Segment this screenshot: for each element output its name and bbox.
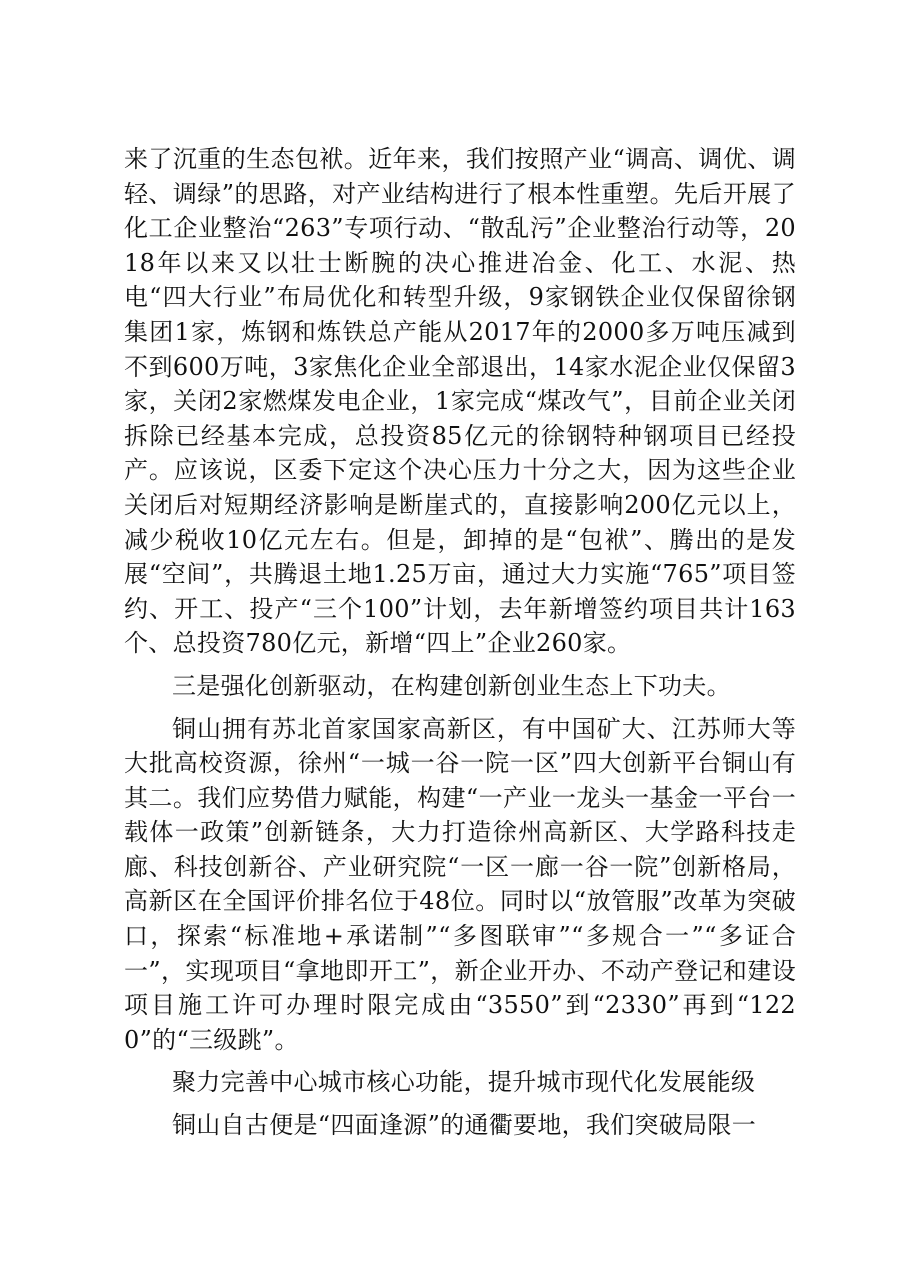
paragraph-industry-restructuring: 来了沉重的生态包袱。近年来，我们按照产业“调高、调优、调轻、调绿”的思路，对产业结构进行了根本性重塑。先后开展了化工企业整治“263”专项行动、“散乱污”企业整治行动等，2018年以来又以壮士断腕的决心推进冶金、化工、水泥、热电“四大行业”布局优化和转型升级，9家钢铁企业仅保留徐钢集团1家，炼钢和炼铁总产能从2017年的2000多万吨压减到不到600万吨，3家焦化企业全部退出，14家水泥企业仅保留3家，关闭2家燃煤发电企业，1家完成“煤改气”，目前企业关闭拆除已经基本完成，总投资85亿元的徐钢特种钢项目已经投产。应该说，区委下定这个决心压力十分之大，因为这些企业关闭后对短期经济影响是断崖式的，直接影响200亿元以上，减少税收10亿元左右。但是，卸掉的是“包袱”、腾出的是发展“空间”，共腾退土地1.25万亩，通过大力实施“765”项目签约、开工、投产“三个100”计划，去年新增签约项目共计163个、总投资780亿元，新增“四上”企业260家。 bbox=[124, 145, 796, 658]
section-heading-innovation: 三是强化创新驱动，在构建创新创业生态上下功夫。 bbox=[172, 671, 731, 700]
paragraph-innovation-platforms: 铜山拥有苏北首家国家高新区，有中国矿大、江苏师大等大批高校资源，徐州“一城一谷一院一区”四大创新平台铜山有其二。我们应势借力赋能，构建“一产业一龙头一基金一平台一载体一政策”创新链条，大力打造徐州高新区、大学路科技走廊、科技创新谷、产业研究院“一区一廊一谷一院”创新格局，高新区在全国评价排名位于48位。同时以“放管服”改革为突破口，探索“标准地+承诺制”“多图联审”“多规合一”“多证合一”，实现项目“拿地即开工”，新企业开办、不动产登记和建设项目施工许可办理时限完成由“3550”到“2330”再到“1220”的“三级跳”。 bbox=[124, 714, 796, 1054]
document-page bbox=[124, 142, 796, 1151]
section-heading-city-functions: 聚力完善中心城市核心功能，提升城市现代化发展能级 bbox=[172, 1068, 756, 1097]
paragraph-city-transport: 铜山自古便是“四面逢源”的通衢要地，我们突破局限一 bbox=[172, 1111, 757, 1140]
